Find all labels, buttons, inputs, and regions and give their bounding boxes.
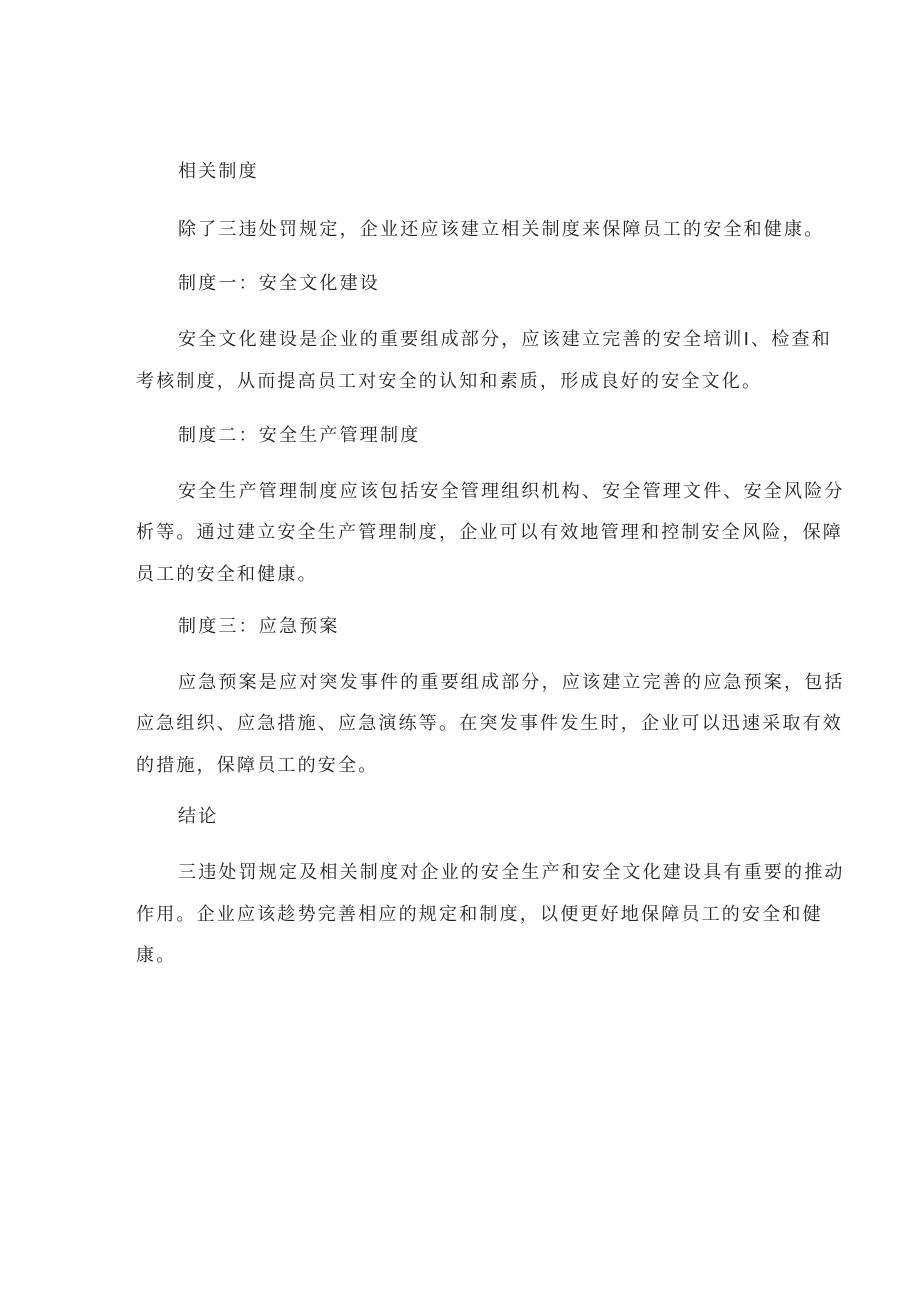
section-3-paragraph-line-3: 的措施，保障员工的安全。 <box>136 755 379 776</box>
section-2-paragraph-line-2: 析等。通过建立安全生产管理制度，企业可以有效地管理和控制安全风险，保障 <box>136 522 843 543</box>
conclusion-paragraph-line-1: 三违处罚规定及相关制度对企业的安全生产和安全文化建设具有重要的推动 <box>178 862 845 883</box>
section-2-paragraph-line-3: 员工的安全和健康。 <box>136 564 318 585</box>
section-heading-3: 制度三：应急预案 <box>178 616 340 637</box>
conclusion-paragraph-line-2: 作用。企业应该趁势完善相应的规定和制度，以便更好地保障员工的安全和健 <box>136 904 823 925</box>
section-heading-related: 相关制度 <box>178 161 259 182</box>
section-1-paragraph-line-2: 考核制度，从而提高员工对安全的认知和素质，形成良好的安全文化。 <box>136 371 763 392</box>
section-3-paragraph-line-1: 应急预案是应对突发事件的重要组成部分，应该建立完善的应急预案，包括 <box>178 672 845 693</box>
section-heading-2: 制度二：安全生产管理制度 <box>178 425 421 446</box>
intro-paragraph: 除了三违处罚规定，企业还应该建立相关制度来保障员工的安全和健康。 <box>178 219 825 240</box>
conclusion-paragraph-line-3: 康。 <box>136 945 177 966</box>
section-heading-conclusion: 结论 <box>178 806 219 827</box>
section-heading-1: 制度一：安全文化建设 <box>178 273 380 294</box>
section-2-paragraph-line-1: 安全生产管理制度应该包括安全管理组织机构、安全管理文件、安全风险分 <box>178 481 845 502</box>
section-3-paragraph-line-2: 应急组织、应急措施、应急演练等。在突发事件发生时，企业可以迅速采取有效 <box>136 713 843 734</box>
section-1-paragraph-line-1: 安全文化建设是企业的重要组成部分，应该建立完善的安全培训I、检查和 <box>178 329 832 350</box>
